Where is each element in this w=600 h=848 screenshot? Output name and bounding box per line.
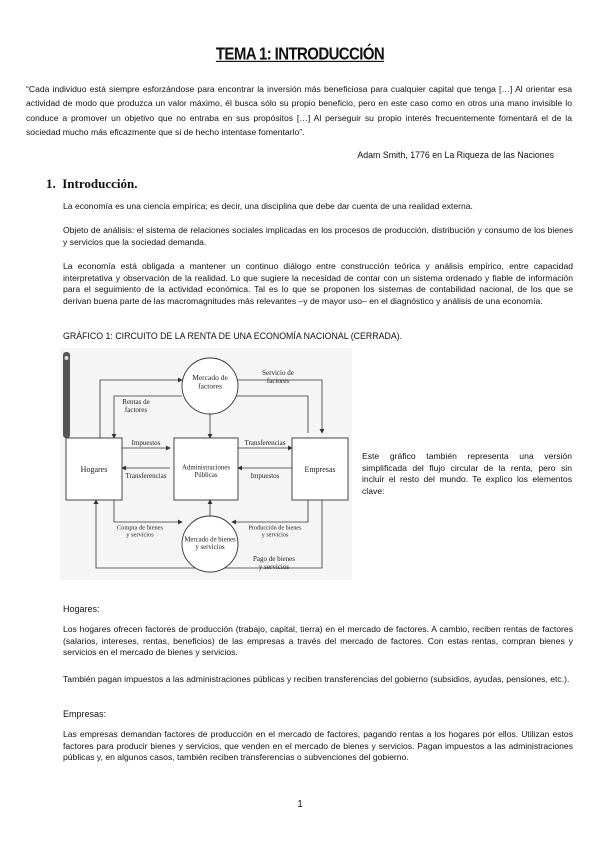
figure-caption: GRÁFICO 1: CIRCUITO DE LA RENTA DE UNA ECONOMÍA NACIONAL (CERRADA). [63,331,403,341]
paragraph-accounting: La economía está obligada a mantener un continuo diálogo entre construcción teórica y análisis empírico, entre capacidad interpretativa y observación de la realidad. Lo que sugiere la necesidad de contar con un sistema ordenado y fiable de información para el seguimiento de la actividad económica. Tal es lo que se proponen los sistemas de contabilidad nacional, de los que se derivan buena parte de las macromagnitudes más relevantes –y de mayor uso– en el diagnóstico y análisis de una economía. [63,261,573,306]
paragraph-empirical: La economía es una ciencia empírica; es decir, una disciplina que debe dar cuenta de una realidad externa. [63,201,473,211]
households-heading: Hogares: [63,604,100,614]
flow-label-goods-purchase: Compra de bienes y servicios [116,524,164,539]
flow-label-goods-production: Producción de bienes y servicios [248,524,302,539]
flow-label-goods-payment: Pago de bienes y servicios [253,555,295,571]
quote-attribution: Adam Smith, 1776 en La Riqueza de las Naciones [357,150,554,160]
flow-label-transfers-right: Transferencias [244,439,286,447]
flow-label-factor-services: Servicio de factores [262,369,294,385]
node-label-firms: Empresas [304,465,336,474]
node-label-factor-market: Mercado de factores [192,373,228,391]
flow-label-taxes-left: Impuestos [131,439,161,447]
page-number: 1 [297,799,303,810]
households-paragraph-1: Los hogares ofrecen factores de producción (trabajo, capital, tierra) en el mercado de factores. A cambio, reciben rentas de factores (salarios, intereses, rentas, beneficios) de las empresas a través del mercado de factores. Con estas rentas, compran bienes y servicios en el mercado de bienes y servicios. [63,624,573,658]
node-label-goods-market: Mercado de bienes y servicios [184,536,236,551]
section-heading [46,176,138,192]
firms-heading: Empresas: [63,709,107,719]
flow-label-taxes-right: Impuestos [250,472,280,480]
income-circuit-diagram [60,348,352,580]
handle-dot-icon [65,356,69,360]
flow-label-factor-rents: Rentas de factores [122,398,150,414]
node-label-public-admin: Administraciones Públicas [182,464,230,479]
diagram-handle [63,352,70,438]
section-number: 1. [46,176,56,191]
node-label-households: Hogares [80,465,108,474]
paragraph-object: Objeto de análisis: el sistema de relaciones sociales implicadas en los procesos de producción, distribución y consumo de los bienes y servicios que la sociedad demanda. [63,225,573,247]
epigraph-quote: “Cada individuo está siempre esforzándose para encontrar la inversión más beneficiosa para cualquier capital que tenga […] Al orientar esa actividad de modo que produzca un valor máximo, él busca sólo su propio beneficio, pero en este caso como en otros una mano invisible lo conduce a promover un objetivo que no entraba en sus propósitos […] Al perseguir su propio interés frecuentemente fomentará el de la sociedad mucho más eficazmente que si de hecho intentase fomentarlo”. [26,84,572,137]
firms-paragraph: Las empresas demandan factores de producción en el mercado de factores, pagando rentas a los hogares por ellos. Utilizan estos factores para producir bienes y servicios, que venden en el mercado de bienes y servicios. Pagan impuestos a las administraciones públicas y, en algunos casos, también reciben transferencias o subvenciones del gobierno. [63,729,573,763]
households-paragraph-2: También pagan impuestos a las administraciones públicas y reciben transferencias del gobierno (subsidios, ayudas, pensiones, etc.). [63,674,570,684]
diagram-explanation: Este gráfico también representa una versión simplificada del flujo circular de la renta, pero sin incluir el resto del mundo. Te explico los elementos clave: [362,451,572,496]
section-title: Introducción. [62,176,138,191]
page-title: TEMA 1: INTRODUCCIÓN [215,44,385,65]
flow-label-transfers-left: Transferencias [125,472,167,480]
